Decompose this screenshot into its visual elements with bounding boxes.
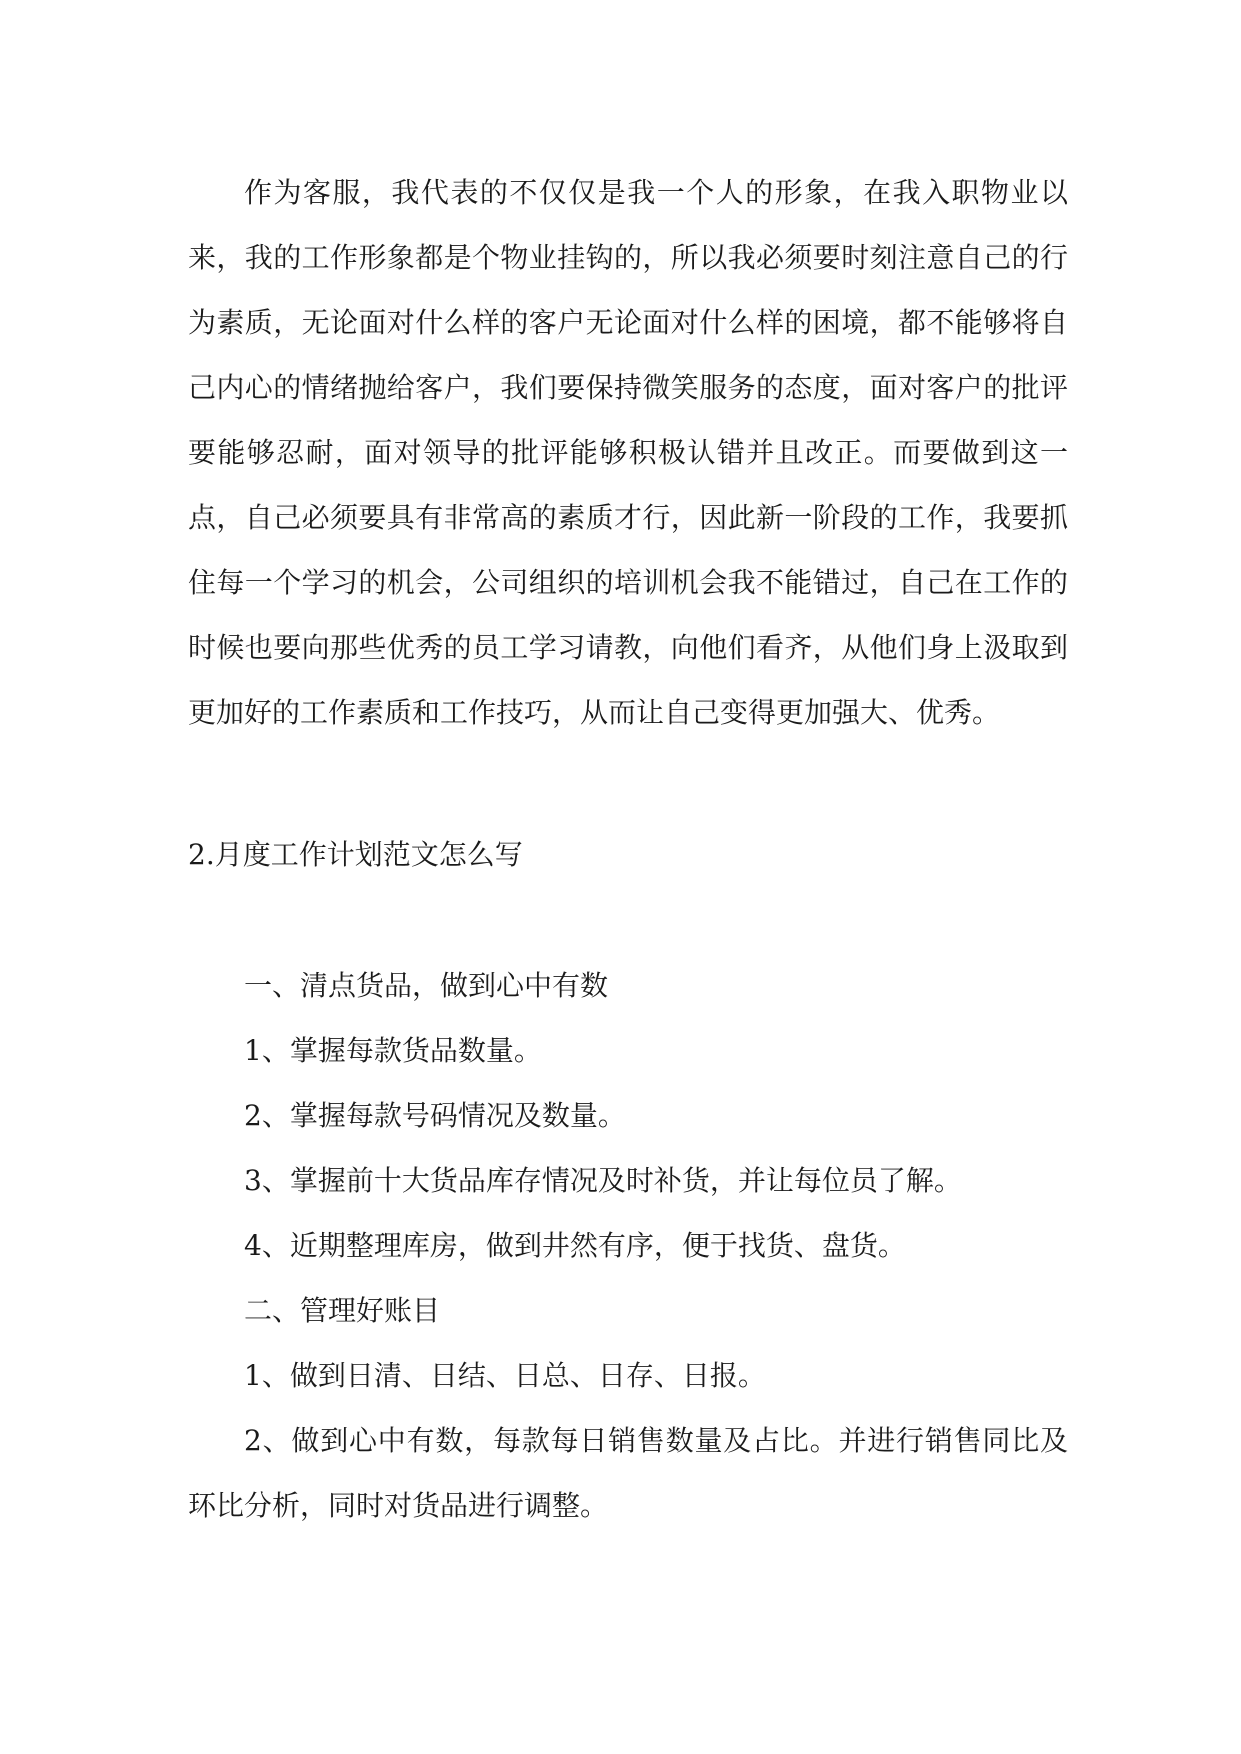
plan-list-item: 2、掌握每款号码情况及数量。 [244, 1099, 626, 1132]
plan-section-title: 二、管理好账目 [244, 1294, 441, 1327]
plan-list-item: 4、近期整理库房，做到井然有序，便于找货、盘货。 [244, 1229, 906, 1262]
plan-list-item: 1、做到日清、日结、日总、日存、日报。 [244, 1359, 766, 1392]
plan-section-title: 一、清点货品，做到心中有数 [244, 969, 609, 1002]
plan-list [188, 953, 1068, 1538]
section-heading: 2.月度工作计划范文怎么写 [188, 838, 523, 871]
document-body [188, 160, 1068, 1538]
intro-paragraph: 作为客服，我代表的不仅仅是我一个人的形象，在我入职物业以来，我的工作形象都是个物业挂钩的，所以我必须要时刻注意自己的行为素质，无论面对什么样的客户无论面对什么样的困境，都不能够将自己内心的情绪抛给客户，我们要保持微笑服务的态度，面对客户的批评要能够忍耐，面对领导的批评能够积极认错并且改正。而要做到这一点，自己必须要具有非常高的素质才行，因此新一阶段的工作，我要抓住每一个学习的机会，公司组织的培训机会我不能错过，自己在工作的时候也要向那些优秀的员工学习请教，向他们看齐，从他们身上汲取到更加好的工作素质和工作技巧，从而让自己变得更加强大、优秀。 [188, 176, 1068, 729]
plan-list-item: 3、掌握前十大货品库存情况及时补货，并让每位员了解。 [244, 1164, 962, 1197]
plan-list-item: 2、做到心中有数，每款每日销售数量及占比。并进行销售同比及环比分析，同时对货品进行调整。 [188, 1424, 1068, 1522]
plan-list-item: 1、掌握每款货品数量。 [244, 1034, 542, 1067]
